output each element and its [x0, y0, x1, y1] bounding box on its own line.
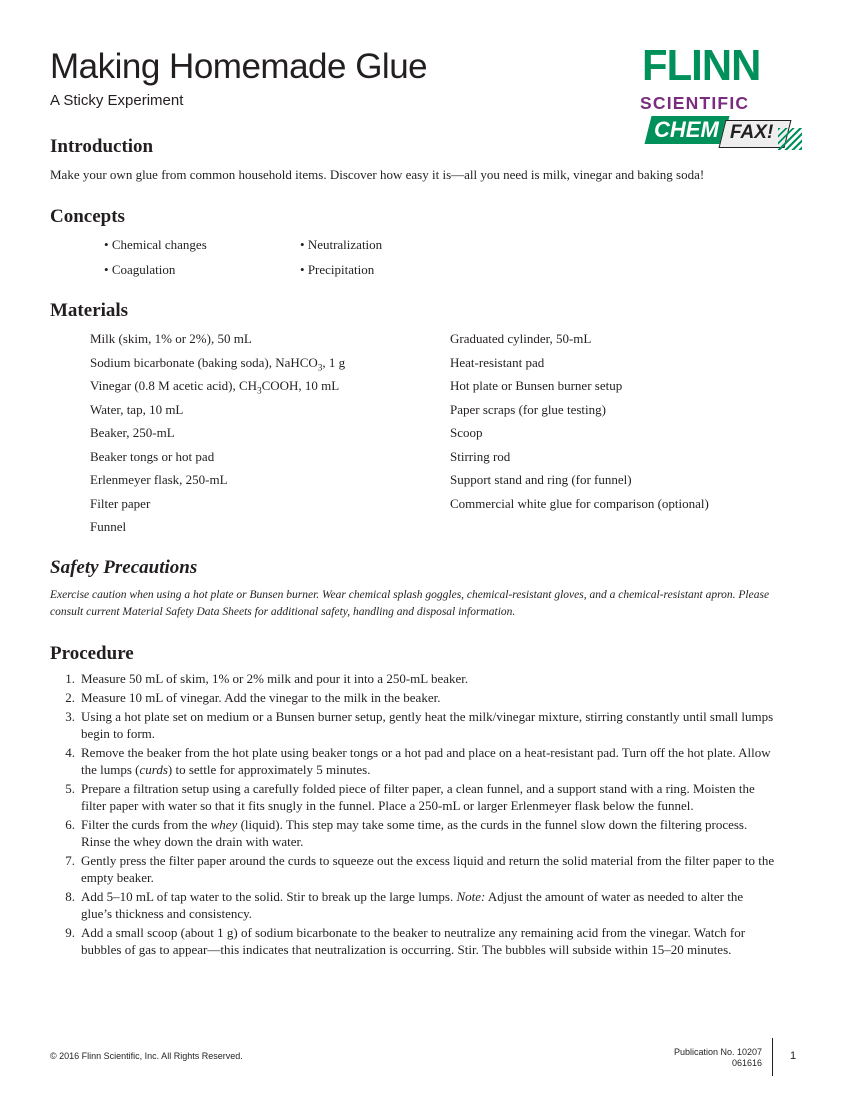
concept-item: • Chemical changes	[104, 237, 207, 252]
introduction-heading: Introduction	[50, 136, 154, 157]
footer-divider	[772, 1038, 773, 1076]
concept-item: • Coagulation	[104, 262, 176, 277]
material-item: Milk (skim, 1% or 2%), 50 mL	[90, 331, 252, 346]
logo-scientific-text: SCIENTIFIC	[640, 93, 750, 113]
step-text: Remove the beaker from the hot plate using beaker tongs or a hot pad and place on a heat-resistant pad. Turn off the hot plate. Allow the lumps (curds) to settle for approximately 5 minutes.	[81, 745, 771, 777]
materials-list-left	[90, 330, 345, 542]
step-text: Using a hot plate set on medium or a Bunsen burner setup, gently heat the milk/vinegar mixture, stirring constantly until small lumps begin to form.	[81, 709, 774, 741]
concept-item-label: Precipitation	[307, 262, 375, 277]
step-text: Add 5–10 mL of tap water to the solid. Stir to break up the large lumps. Note: Adjust the amount of water as needed to alter the glue’s thickness and consistency.	[81, 889, 744, 921]
material-item: Stirring rod	[450, 448, 511, 464]
material-item: Hot plate or Bunsen burner setup	[450, 378, 623, 393]
material-item: Water, tap, 10 mL	[90, 401, 184, 417]
step-text: Measure 10 mL of vinegar. Add the vinegar to the milk in the beaker.	[81, 690, 441, 705]
material-item: Beaker tongs or hot pad	[90, 448, 215, 464]
introduction-text: Make your own glue from common household items. Discover how easy it is—all you need is milk, vinegar and baking soda!	[50, 167, 705, 182]
logo-fax-text: FAX!	[730, 122, 774, 143]
procedure-step: 6. Filter the curds from the whey (liquid). This step may take some time, as the curds in the funnel slow down the filtering process. Rinse the whey down the drain with water.	[50, 816, 775, 850]
material-item: Erlenmeyer flask, 250-mL	[90, 472, 228, 487]
logo-chem-text: CHEM	[654, 117, 719, 142]
logo-flinn-text: FLINN	[642, 41, 761, 90]
material-item: Graduated cylinder, 50-mL	[450, 331, 592, 346]
material-item: Vinegar (0.8 M acetic acid), $CH_3COOH$, 10 mL	[90, 378, 340, 396]
page-title: Making Homemade Glue	[50, 47, 428, 86]
procedure-steps	[50, 670, 775, 960]
procedure-step: 7. Gently press the filter paper around the curds to squeeze out the excess liquid and return the solid material from the filter paper to the empty beaker.	[65, 853, 775, 885]
step-text: Measure 50 mL of skim, 1% or 2% milk and pour it into a 250-mL beaker.	[81, 671, 469, 686]
procedure-step: 2. Measure 10 mL of vinegar. Add the vinegar to the milk in the beaker.	[65, 690, 441, 705]
concept-item: • Neutralization	[300, 237, 383, 252]
publication-number: Publication No. 10207	[673, 1047, 762, 1057]
procedure-heading: Procedure	[50, 643, 134, 664]
concept-item-label: Coagulation	[111, 262, 176, 277]
material-item: Heat-resistant pad	[450, 354, 545, 370]
material-item: Commercial white glue for comparison (optional)	[450, 495, 709, 511]
procedure-step: 5. Prepare a filtration setup using a carefully folded piece of filter paper, a clean funnel, and a support stand with a ring. Moisten the filter paper with water so that it fits snugly in the funnel. Place a 250-mL or larger Erlenmeyer flask below the funnel.	[50, 780, 775, 814]
flinn-scientific-chemfax-logo	[638, 41, 800, 152]
publication-code: 061616	[731, 1058, 762, 1068]
footer-publication-info	[674, 1047, 762, 1069]
step-text: Prepare a filtration setup using a carefully folded piece of filter paper, a clean funnel, and a support stand with a ring. Moisten the filter paper with water so that it fits snugly in the funnel. Place a 250-mL or larger Erlenmeyer flask below the funnel.	[81, 781, 755, 813]
material-item: Scoop	[450, 425, 483, 440]
procedure-step: 8. Add 5–10 mL of tap water to the solid. Stir to break up the large lumps. Note: Adjust the amount of water as needed to alter the glue’s thickness and consistency.	[50, 888, 775, 922]
material-item: Filter paper	[90, 495, 151, 511]
page-number: 1	[790, 1050, 797, 1062]
concepts-heading: Concepts	[50, 206, 125, 227]
concept-item-label: Chemical changes	[111, 237, 207, 252]
safety-heading: Safety Precautions	[50, 557, 198, 578]
concept-item-label: Neutralization	[307, 237, 383, 252]
page-subtitle: A Sticky Experiment	[50, 92, 184, 109]
safety-text: Exercise caution when using a hot plate or Bunsen burner. Wear chemical splash goggles, chemical-resistant gloves, and a chemical-resistant apron. Please consult current Material Safety Data Sheets for additional safety, handling and disposal information.	[50, 589, 770, 618]
footer-copyright: © 2016 Flinn Scientific, Inc. All Rights Reserved.	[50, 1051, 243, 1061]
step-text: Filter the curds from the whey (liquid). This step may take some time, as the curds in the funnel slow down the filtering process. Rinse the whey down the drain with water.	[81, 817, 748, 849]
material-item: Paper scraps (for glue testing)	[450, 401, 606, 417]
procedure-step: 3. Using a hot plate set on medium or a Bunsen burner setup, gently heat the milk/vinegar mixture, stirring constantly until small lumps begin to form.	[65, 709, 774, 741]
material-item: Beaker, 250-mL	[90, 425, 175, 440]
material-item: Sodium bicarbonate (baking soda), NaHCO$_3$, 1 g	[90, 354, 346, 373]
step-text: Gently press the filter paper around the curds to squeeze out the excess liquid and return the solid material from the filter paper to the empty beaker.	[81, 853, 775, 885]
procedure-step: 1. Measure 50 mL of skim, 1% or 2% milk and pour it into a 250-mL beaker.	[65, 671, 469, 686]
procedure-step: 9. Add a small scoop (about 1 g) of sodium bicarbonate to the beaker to neutralize any remaining acid from the vinegar. Watch for bubbles of gas to appear—this indicates that neutralization is occurring. Stir. The bubbles will subside within 15–20 minutes.	[50, 924, 775, 958]
material-item: Funnel	[90, 519, 127, 534]
concept-item: • Precipitation	[300, 262, 375, 277]
procedure-step: 4. Remove the beaker from the hot plate using beaker tongs or a hot pad and place on a heat-resistant pad. Turn off the hot plate. Allow the lumps (curds) to settle for approximately 5 minutes.	[50, 744, 775, 778]
materials-heading: Materials	[50, 300, 129, 321]
material-item: Support stand and ring (for funnel)	[450, 472, 632, 487]
logo-stripe-decoration	[778, 128, 802, 150]
step-text: Add a small scoop (about 1 g) of sodium bicarbonate to the beaker to neutralize any remaining acid from the vinegar. Watch for bubbles of gas to appear—this indicates that neutralization is occurring. Stir. The bubbles will subside within 15–20 minutes.	[81, 925, 746, 957]
materials-list-right	[450, 330, 709, 518]
